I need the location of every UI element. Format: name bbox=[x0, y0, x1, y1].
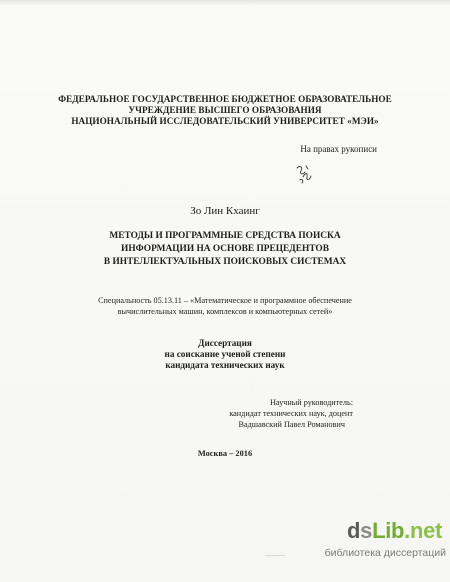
supervisor-degree: кандидат технических наук, доцент bbox=[229, 409, 353, 418]
rights-note: На правах рукописи bbox=[300, 144, 377, 154]
page-scan-edge bbox=[0, 0, 450, 6]
dslib-logo: dsLib.net bbox=[347, 518, 443, 543]
title-line-2: ИНФОРМАЦИИ НА ОСНОВЕ ПРЕЦЕДЕНТОВ bbox=[121, 244, 329, 254]
city-year: Москва – 2016 bbox=[197, 449, 253, 458]
author-name: Зо Лин Кхаинг bbox=[190, 205, 260, 217]
institution-line-2: УЧРЕЖДЕНИЕ ВЫСШЕГО ОБРАЗОВАНИЯ bbox=[128, 105, 322, 115]
supervisor-name: Вадшавский Павел Романович bbox=[238, 420, 345, 429]
dslib-watermark bbox=[285, 519, 450, 569]
handwritten-signature-icon bbox=[294, 163, 314, 185]
institution-line-1: ФЕДЕРАЛЬНОЕ ГОСУДАРСТВЕННОЕ БЮДЖЕТНОЕ ОБРАЗОВАТЕЛЬНОЕ bbox=[58, 94, 392, 104]
doctype-line-2: на соискание ученой степени bbox=[164, 349, 286, 359]
institution-line-3: НАЦИОНАЛЬНЫЙ ИССЛЕДОВАТЕЛЬСКИЙ УНИВЕРСИТЕТ «МЭИ» bbox=[71, 116, 379, 126]
watermark-subtitle: библиотека диссертаций bbox=[324, 547, 446, 559]
dissertation-type bbox=[0, 338, 450, 371]
doctype-line-3: кандидата технических наук bbox=[165, 360, 285, 370]
doctype-line-1: Диссертация bbox=[198, 338, 252, 348]
specialty-block bbox=[0, 295, 450, 317]
institution-header bbox=[0, 94, 450, 127]
supervisor-block bbox=[229, 397, 353, 430]
title-line-1: МЕТОДЫ И ПРОГРАММНЫЕ СРЕДСТВА ПОИСКА bbox=[109, 231, 341, 241]
scan-artifact bbox=[265, 555, 285, 556]
specialty-line-1: Специальность 05.13.11 – «Математическое и программное обеспечение bbox=[98, 296, 352, 305]
specialty-line-2: вычислительных машин, комплексов и компьютерных сетей» bbox=[117, 307, 333, 316]
dissertation-title bbox=[0, 230, 450, 269]
supervisor-label: Научный руководитель: bbox=[270, 398, 353, 407]
title-line-3: В ИНТЕЛЛЕКТУАЛЬНЫХ ПОИСКОВЫХ СИСТЕМАХ bbox=[103, 257, 347, 267]
